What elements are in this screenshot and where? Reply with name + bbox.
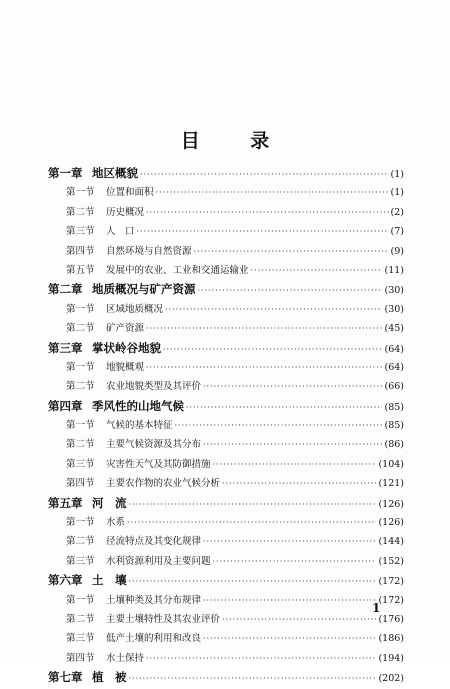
entry-number: 第二节: [66, 206, 95, 218]
toc-section-row: [48, 552, 404, 571]
dot-leader: [165, 300, 382, 319]
dot-leader: [203, 629, 376, 648]
dot-leader: [251, 261, 383, 280]
entry-title: 水土保持: [106, 652, 145, 664]
entry-title: 位置和面积: [106, 187, 154, 199]
entry-title: 自然环境与自然资源: [106, 245, 192, 257]
page-number: 1: [372, 601, 381, 615]
toc-chapter-row: [48, 164, 404, 183]
toc-section-row: [48, 300, 404, 319]
dot-leader: [129, 495, 377, 514]
toc-section-row: [48, 358, 404, 377]
dot-leader: [146, 358, 382, 377]
dot-leader: [213, 455, 377, 474]
entry-number: 第二节: [66, 536, 95, 548]
page-title: 目 录: [180, 130, 292, 152]
dot-leader: [137, 222, 389, 241]
entry-title: 主要农作物的农业气候分析: [106, 478, 221, 490]
entry-number: 第六章: [48, 573, 83, 588]
toc-chapter-row: [48, 494, 404, 513]
entry-number: 第二章: [48, 282, 83, 297]
toc-section-row: [48, 474, 404, 493]
dot-leader: [146, 319, 382, 338]
toc-chapter-row: [48, 571, 404, 590]
toc-section-row: [48, 183, 404, 202]
toc-section-row: [48, 242, 404, 261]
entry-title: 农业地貌类型及其评价: [106, 381, 202, 393]
entry-title: 灾害性天气及其防御措施: [106, 458, 211, 470]
entry-number: 第一节: [66, 187, 95, 199]
dot-leader: [156, 183, 389, 202]
entry-page: (1): [390, 169, 404, 180]
entry-number: 第四节: [66, 652, 95, 664]
entry-page: (30): [384, 285, 404, 297]
toc-section-row: [48, 416, 404, 435]
entry-number: 第三节: [66, 633, 95, 645]
toc-section-row: [48, 203, 404, 222]
toc-section-row: [48, 435, 404, 454]
toc-chapter-row: [48, 397, 404, 416]
entry-number: 第一节: [66, 594, 95, 606]
entry-title: 气候的基本特征: [106, 420, 173, 432]
dot-leader: [203, 377, 382, 396]
entry-page: (104): [378, 458, 404, 470]
toc-chapter-row: [48, 339, 404, 358]
entry-page: (30): [384, 303, 404, 315]
entry-page: (202): [378, 673, 404, 685]
entry-number: 第二节: [66, 323, 95, 335]
dot-leader: [186, 398, 382, 417]
dot-leader: [129, 669, 377, 688]
entry-title: 发展中的农业、工业和交通运输业: [106, 264, 249, 276]
entry-title: 地貌概观: [106, 361, 145, 373]
entry-page: (126): [378, 498, 404, 510]
toc-section-row: [48, 532, 404, 551]
dot-leader: [203, 591, 376, 610]
dot-leader: [129, 572, 377, 591]
entry-page: (85): [384, 401, 404, 413]
dot-leader: [198, 281, 383, 300]
entry-number: 第一节: [66, 303, 95, 315]
entry-page: (11): [384, 264, 404, 276]
entry-number: 第四节: [66, 478, 95, 490]
entry-page: (2): [390, 206, 404, 218]
toc-section-row: [48, 319, 404, 338]
entry-page: (86): [384, 439, 404, 451]
entry-number: 第四章: [48, 398, 83, 413]
entry-title: 低产土壤的利用和改良: [106, 633, 202, 645]
entry-title: 土 壤: [92, 573, 127, 588]
entry-title: 河 流: [92, 495, 127, 510]
entry-title: 水利资源利用及主要问题: [106, 555, 211, 567]
dot-leader: [222, 610, 376, 629]
entry-page: (172): [378, 576, 404, 588]
dot-leader: [127, 513, 376, 532]
entry-title: 季风性的山地气候: [92, 398, 184, 413]
entry-number: 第四节: [66, 245, 95, 257]
entry-page: (172): [378, 594, 404, 606]
entry-title: 矿产资源: [106, 323, 145, 335]
dot-leader: [203, 435, 382, 454]
entry-page: (9): [390, 245, 404, 257]
dot-leader: [213, 552, 377, 571]
toc-chapter-row: [48, 668, 404, 687]
entry-title: 人 口: [106, 226, 135, 238]
toc-section-row: [48, 455, 404, 474]
entry-number: 第一节: [66, 517, 95, 529]
toc-section-row: [48, 513, 404, 532]
entry-page: (186): [378, 633, 404, 645]
table-of-contents: [48, 164, 404, 688]
entry-title: 主要土壤特性及其农业评价: [106, 613, 221, 625]
dot-leader: [194, 242, 389, 261]
entry-number: 第三节: [66, 458, 95, 470]
entry-page: (194): [378, 652, 404, 664]
entry-number: 第三节: [66, 226, 95, 238]
entry-page: (7): [390, 226, 404, 238]
toc-chapter-row: [48, 280, 404, 299]
toc-section-row: [48, 629, 404, 648]
entry-number: 第二节: [66, 439, 95, 451]
entry-number: 第一章: [48, 166, 83, 180]
entry-title: 径流特点及其变化规律: [106, 536, 202, 548]
toc-section-row: [48, 649, 404, 668]
entry-title: 主要气候资源及其分布: [106, 439, 202, 451]
toc-section-row: [48, 610, 404, 629]
entry-number: 第二节: [66, 613, 95, 625]
entry-page: (64): [384, 361, 404, 373]
entry-title: 地质概况与矿产资源: [92, 282, 196, 297]
toc-section-row: [48, 591, 404, 610]
entry-title: 地区概貌: [92, 166, 138, 180]
entry-page: (66): [384, 381, 404, 393]
entry-number: 第五章: [48, 495, 83, 510]
dot-leader: [140, 165, 389, 184]
entry-number: 第五节: [66, 264, 95, 276]
entry-number: 第二节: [66, 381, 95, 393]
toc-section-row: [48, 261, 404, 280]
dot-leader: [146, 649, 376, 668]
dot-leader: [146, 203, 389, 222]
entry-number: 第三章: [48, 340, 83, 355]
entry-title: 植 被: [92, 670, 127, 685]
entry-page: (144): [378, 536, 404, 548]
entry-page: (152): [378, 555, 404, 567]
entry-title: 土壤种类及其分布规律: [106, 594, 202, 606]
entry-number: 第三节: [66, 555, 95, 567]
dot-leader: [203, 532, 376, 551]
toc-section-row: [48, 377, 404, 396]
dot-leader: [163, 340, 382, 359]
entry-number: 第一节: [66, 420, 95, 432]
entry-number: 第七章: [48, 670, 83, 685]
dot-leader: [222, 474, 376, 493]
entry-page: (121): [378, 478, 404, 490]
entry-page: (176): [378, 613, 404, 625]
entry-title: 水系: [106, 517, 126, 529]
entry-title: 掌状岭谷地貌: [92, 340, 161, 355]
entry-page: (126): [378, 517, 404, 529]
dot-leader: [175, 416, 383, 435]
entry-title: 区域地质概况: [106, 303, 164, 315]
toc-section-row: [48, 222, 404, 241]
entry-page: (1): [390, 187, 404, 199]
entry-title: 历史概况: [106, 206, 145, 218]
entry-page: (85): [384, 420, 404, 432]
entry-number: 第一节: [66, 361, 95, 373]
entry-page: (64): [384, 343, 404, 355]
entry-page: (45): [384, 323, 404, 335]
